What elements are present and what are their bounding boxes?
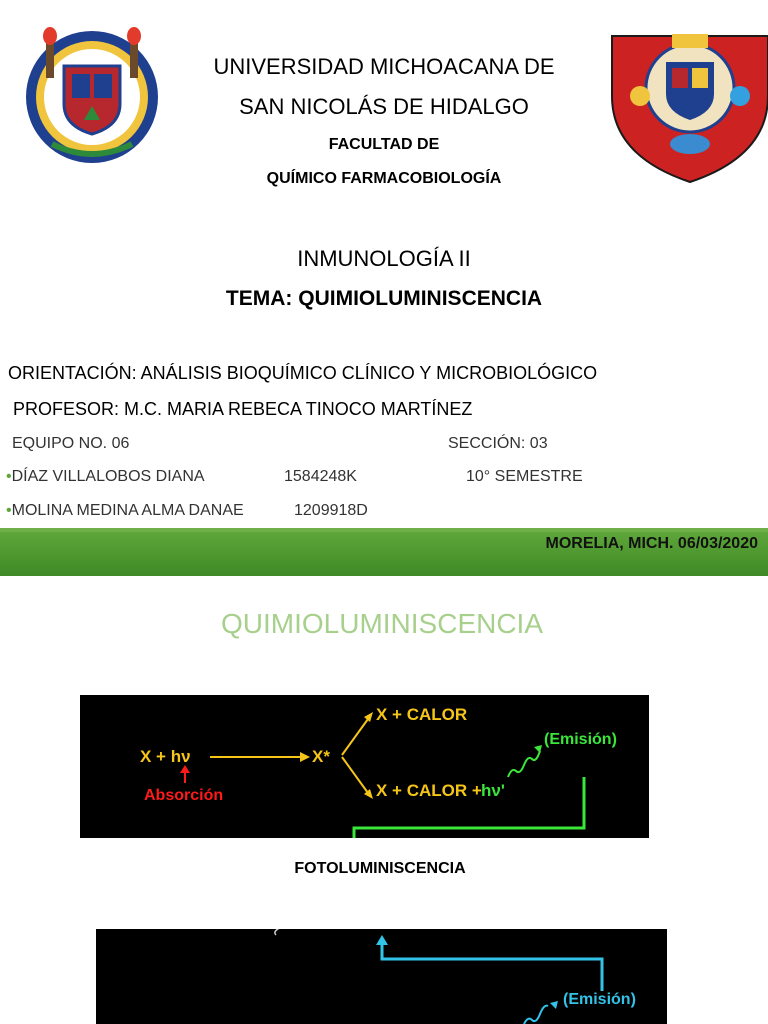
faculty-name-line2: QUÍMICO FARMACOBIOLOGÍA (266, 170, 502, 187)
member-2-name: MOLINA MEDINA ALMA DANAE (11, 502, 244, 519)
wavy-photon-icon (524, 1006, 548, 1024)
product-top-label: X + CALOR (376, 705, 468, 724)
chemiluminescence-diagram (96, 929, 667, 1024)
faculty-seal-logo (600, 26, 768, 186)
diagram-arrows (96, 929, 667, 1024)
excited-state-label: X* (312, 747, 330, 766)
content-slide (0, 576, 768, 1024)
wavy-photon-icon (508, 751, 540, 777)
member-2-id: 1209918D (294, 502, 368, 519)
photon-label: hν' (481, 781, 505, 800)
bullet: • (6, 468, 12, 485)
university-seal-logo (12, 26, 172, 168)
university-name-line2: SAN NICOLÁS DE HIDALGO (239, 94, 529, 119)
faculty-name-line1: FACULTAD DE (328, 136, 440, 153)
bullet: • (6, 502, 12, 519)
photoluminescence-diagram (80, 695, 649, 838)
section: SECCIÓN: 03 (448, 435, 548, 452)
topic-title: TEMA: QUIMIOLUMINISCENCIA (225, 287, 543, 310)
member-1-name: DÍAZ VILLALOBOS DIANA (11, 468, 205, 485)
slide-title: QUIMIOLUMINISCENCIA (220, 608, 544, 639)
reactant-label: X + hν (140, 747, 191, 766)
team-number: EQUIPO NO. 06 (12, 435, 130, 452)
product-bottom-label: X + CALOR + (376, 781, 482, 800)
member-1 (6, 468, 205, 486)
emission-label: (Emisión) (563, 991, 636, 1008)
semester: 10° SEMESTRE (466, 468, 583, 485)
diagram-caption: FOTOLUMINISCENCIA (294, 860, 466, 877)
professor: PROFESOR: M.C. MARIA REBECA TINOCO MARTÍNEZ (13, 399, 473, 419)
emission-label: (Emisión) (544, 731, 617, 748)
date-place: MORELIA, MICH. 06/03/2020 (545, 535, 758, 552)
member-1-id: 1584248K (284, 468, 357, 485)
course-name: INMUNOLOGÍA II (297, 246, 471, 271)
orientation: ORIENTACIÓN: ANÁLISIS BIOQUÍMICO CLÍNICO Y MICROBIOLÓGICO (8, 363, 598, 383)
member-2 (6, 502, 244, 520)
absorption-label: Absorción (144, 787, 224, 804)
university-name-line1: UNIVERSIDAD MICHOACANA DE (213, 54, 555, 79)
